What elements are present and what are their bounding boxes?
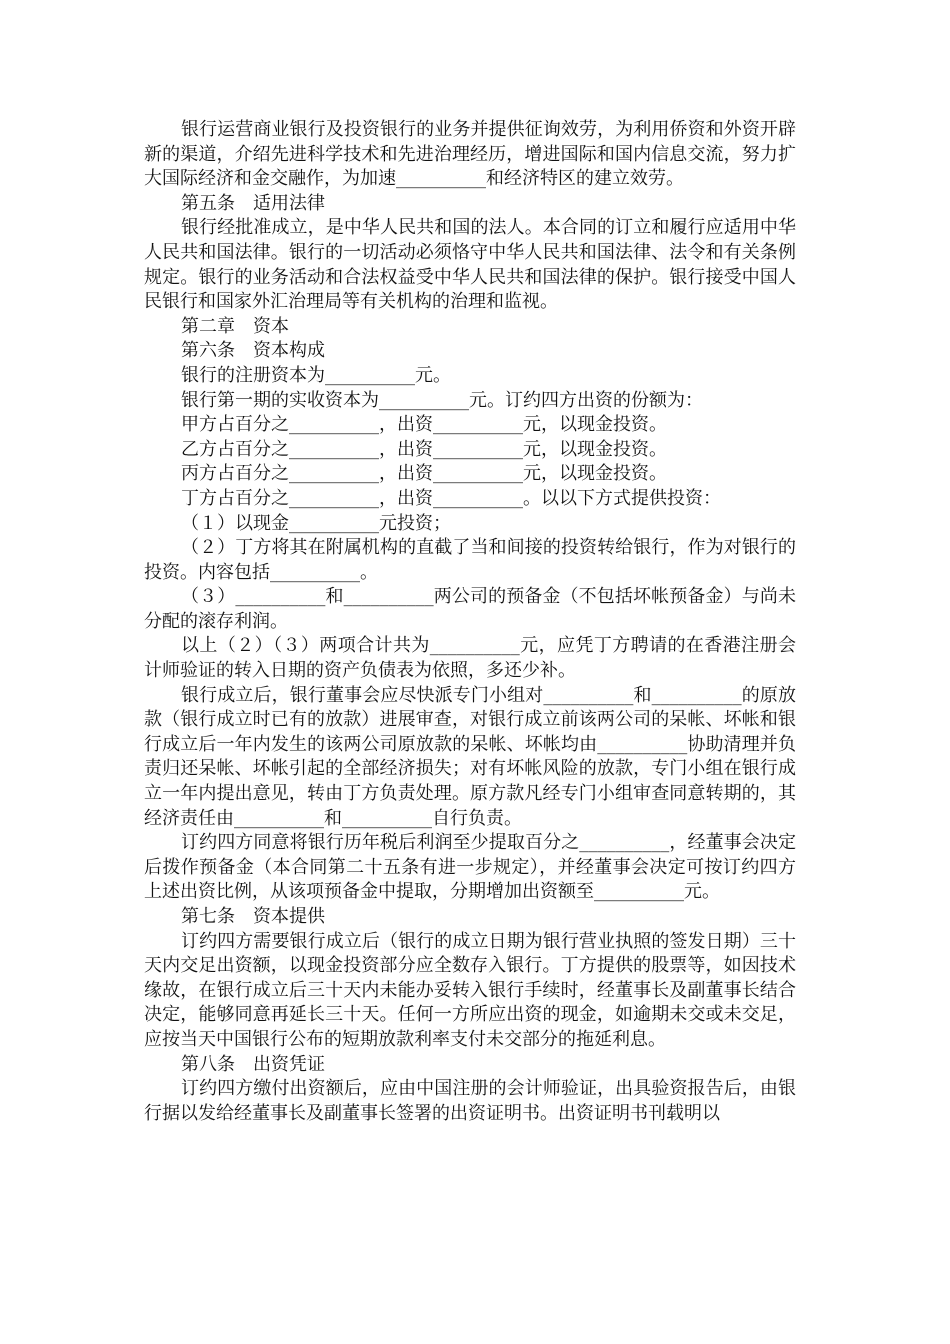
article-5-heading: 第五条 适用法律 [181,192,325,214]
chapter-2-heading: 第二章 资本 [181,315,289,337]
paragraph-item-2: （２）丁方将其在附属机构的直截了当和间接的投资转给银行，作为对银行的投资。内容包括__________。 [144,537,796,583]
paragraph-item-1: （１）以现金__________元投资； [181,512,451,534]
article-6-heading: 第六条 资本构成 [181,340,325,362]
paragraph-registered-capital: 银行的注册资本为__________元。 [181,364,451,386]
paragraph-reserve-fund: 订约四方同意将银行历年税后利润至少提取百分之__________，经董事会决定后拨作预备金（本合同第二十五条有进一步规定），并经董事会决定可按订约四方上述出资比例，从该项预备金中提取，分期增加出资额至__________元。 [144,832,796,903]
paragraph-applicable-law: 银行经批准成立，是中华人民共和国的法人。本合同的订立和履行应适用中华人民共和国法律。银行的一切活动必须恪守中华人民共和国法律、法令和有关条例规定。银行的业务活动和合法权益受中华人民共和国法律的保护。银行接受中国人民银行和国家外汇治理局等有关机构的治理和监视。 [144,217,796,313]
article-7-heading: 第七条 资本提供 [181,906,325,927]
paragraph-party-a-share: 甲方占百分之__________，出资__________元，以现金投资。 [181,414,667,436]
paragraph-item-3: （３）__________和__________两公司的预备金（不包括坏帐预备金）与尚未分配的滚存利润。 [144,586,796,632]
paragraph-items-total: 以上（２）（３）两项合计共为__________元，应凭丁方聘请的在香港注册会计师验证的转入日期的资产负债表为依照，多还少补。 [144,635,796,682]
paragraph-capital-certificate: 订约四方缴付出资额后，应由中国注册的会计师验证，出具验资报告后，由银行据以发给经董事长及副董事长签署的出资证明书。出资证明书刊载明以 [144,1078,796,1124]
paragraph-paid-in-capital: 银行第一期的实收资本为__________元。订约四方出资的份额为： [181,389,703,411]
paragraph-party-b-share: 乙方占百分之__________，出资__________元，以现金投资。 [181,438,667,460]
paragraph-party-c-share: 丙方占百分之__________，出资__________元，以现金投资。 [181,463,667,485]
paragraph-party-d-share: 丁方占百分之__________，出资__________。以以下方式提供投资： [181,487,721,509]
paragraph-capital-provision: 订约四方需要银行成立后（银行的成立日期为银行营业执照的签发日期）三十天内交足出资额，以现金投资部分应全数存入银行。丁方提供的股票等，如因技术缘故，在银行成立后三十天内未能办妥转入银行手续时，经董事长及副董事长结合决定，能够同意再延长三十天。任何一方所应出资的现金，如逾期未交或未交足，应按当天中国银行公布的短期放款利率支付未交部分的拖延利息。 [144,930,796,1050]
paragraph-bank-business: 银行运营商业银行及投资银行的业务并提供征询效劳，为利用侨资和外资开辟新的渠道，介绍先进科学技术和先进治理经历，增进国际和国内信息交流，努力扩大国际经济和金交融作，为加速__________和经济特区的建立效劳。 [144,119,796,190]
paragraph-loan-review: 银行成立后，银行董事会应尽快派专门小组对__________和__________的原放款（银行成立时已有的放款）进展审查，对银行成立前该两公司的呆帐、坏帐和银行成立后一年内发生的该两公司原放款的呆帐、坏帐均由__________协助清理并负责归还呆帐、坏帐引起的全部经济损失；对有坏帐风险的放款，专门小组在银行成立一年内提出意见，转由丁方负责处理。原方款凡经专门小组审查同意转期的，其经济责任由__________和__________自行负责。 [144,684,796,829]
article-8-heading: 第八条 出资凭证 [181,1053,325,1075]
document-page [144,118,796,1126]
